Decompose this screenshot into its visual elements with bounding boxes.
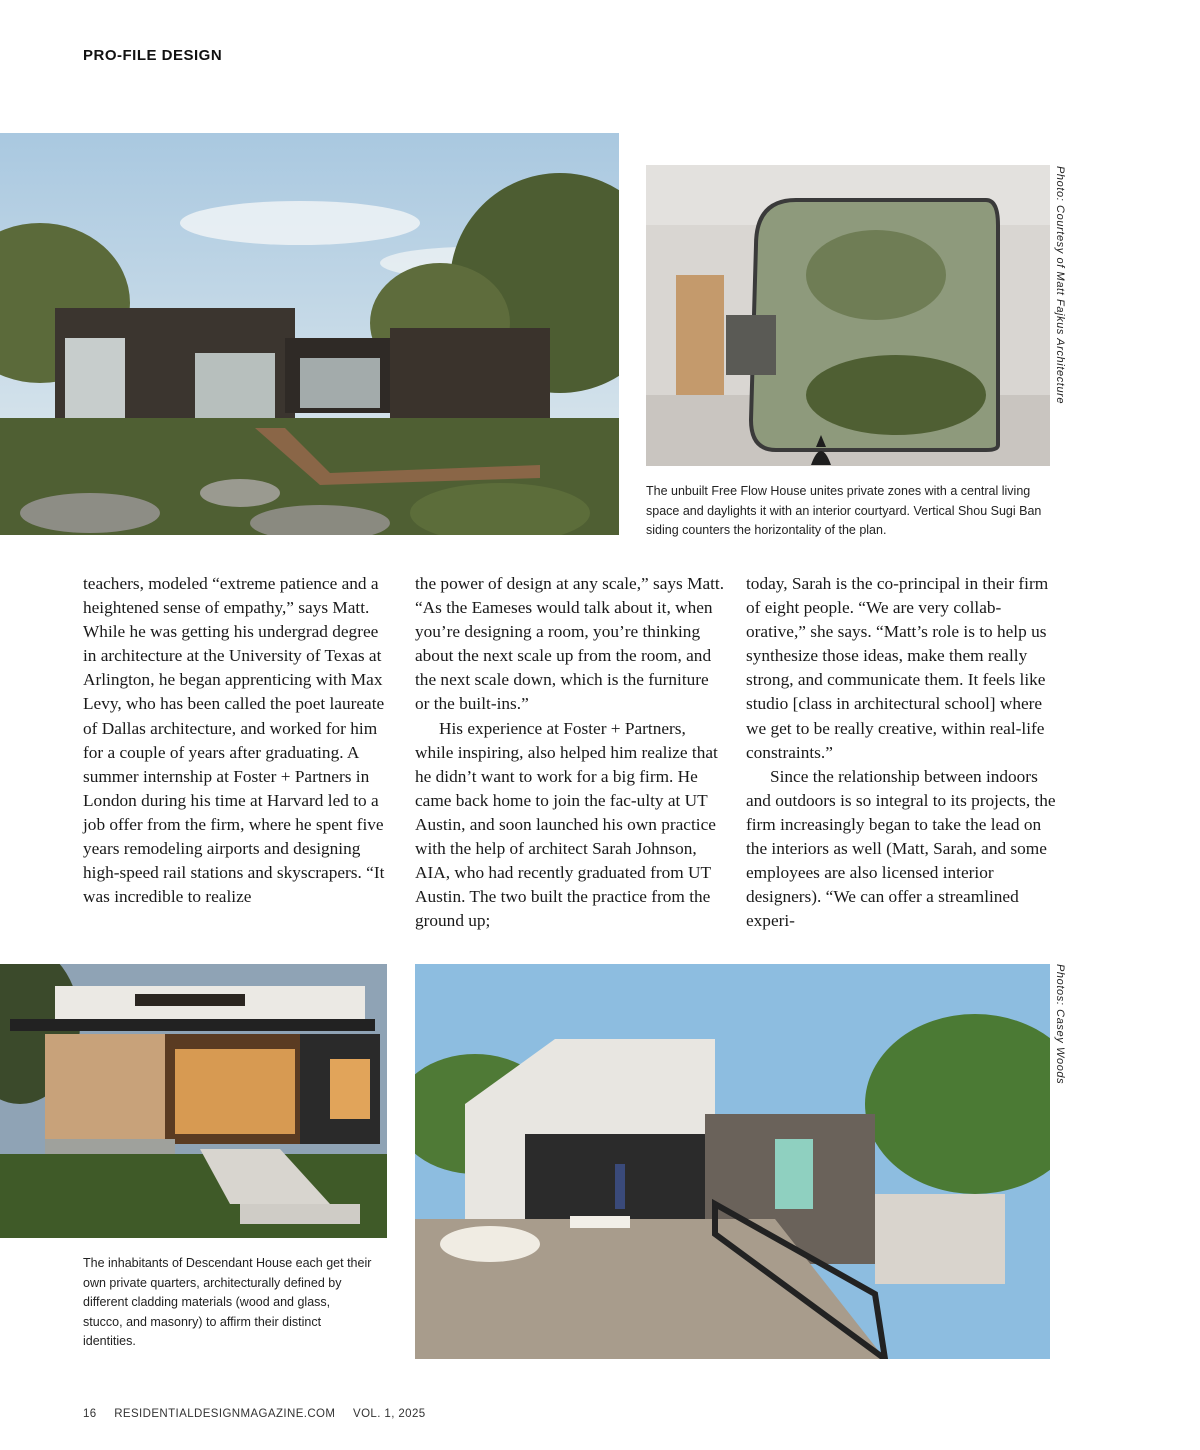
body-column-3: [746, 572, 1056, 933]
body-paragraph: His experience at Foster + Partners, while inspiring, also helped him realize that he didn’t want to work for a big firm. He came back home to join the fac-ulty at UT Austin, and soon launched his own practice with the help of architect Sarah Johnson, AIA, who had recently graduated from UT Austin. The two built the practice from the ground up;: [415, 718, 718, 931]
body-paragraph: the power of design at any scale,” says Matt. “As the Eameses would talk about it, when you’re designing a room, you’re thinking about the next scale up from the room, and the next scale down, which is the furniture or the built-ins.”: [415, 574, 725, 714]
body-paragraph: teachers, modeled “extreme patience and a heightened sense of empathy,” says Matt. While he was getting his undergrad degree in architecture at the University of Texas at Arlington, he began apprenticing with Max Levy, who has been called the poet laureate of Dallas architecture, and worked for him for a couple of years after graduating. A summer internship at Foster + Partners in London during his time at Harvard led to a job offer from the firm, where he spent five years remodeling airports and designing high-speed rail stations and skyscrapers. “It was incredible to realize: [83, 574, 385, 907]
descendant-deck-photo: [415, 964, 1050, 1359]
page-number: 16: [83, 1408, 97, 1420]
free-flow-courtyard-photo: [646, 165, 1050, 466]
caption-top: The unbuilt Free Flow House unites private zones with a central living space and daylights it with an interior courtyard. Vertical Shou Sugi Ban siding counters the horizontality of the plan.: [646, 484, 1042, 537]
body-paragraph: today, Sarah is the co-principal in their firm of eight people. “We are very collab-orative,” she says. “Matt’s role is to help us synthesize those ideas, make them really strong, and communicate them. It feels like studio [class in architectural school] where we get to be really creative, within real-life constraints.”: [746, 574, 1049, 762]
descendant-entry-photo: [0, 964, 387, 1238]
photo-credit-bottom: Photos: Casey Woods: [1054, 964, 1066, 1085]
footer-volume: VOL. 1, 2025: [353, 1408, 426, 1420]
body-column-1: [83, 572, 393, 909]
photo-credit-top: Photo: Courtesy of Matt Fajkus Architecture: [1054, 166, 1066, 405]
section-label: PRO-FILE DESIGN: [83, 47, 223, 64]
caption-bottom: The inhabitants of Descendant House each get their own private quarters, architecturally defined by different cladding materials (wood and glass, stucco, and masonry) to affirm their distinct identities.: [83, 1256, 372, 1348]
footer-site: RESIDENTIALDESIGNMAGAZINE.COM: [114, 1408, 336, 1420]
body-column-2: [415, 572, 725, 933]
free-flow-exterior-photo: [0, 133, 619, 535]
page-footer: [83, 1408, 440, 1420]
body-paragraph: Since the relationship between indoors and outdoors is so integral to its projects, the firm increasingly began to take the lead on the interiors as well (Matt, Sarah, and some employees are also licensed interior designers). “We can offer a streamlined experi-: [746, 766, 1056, 931]
